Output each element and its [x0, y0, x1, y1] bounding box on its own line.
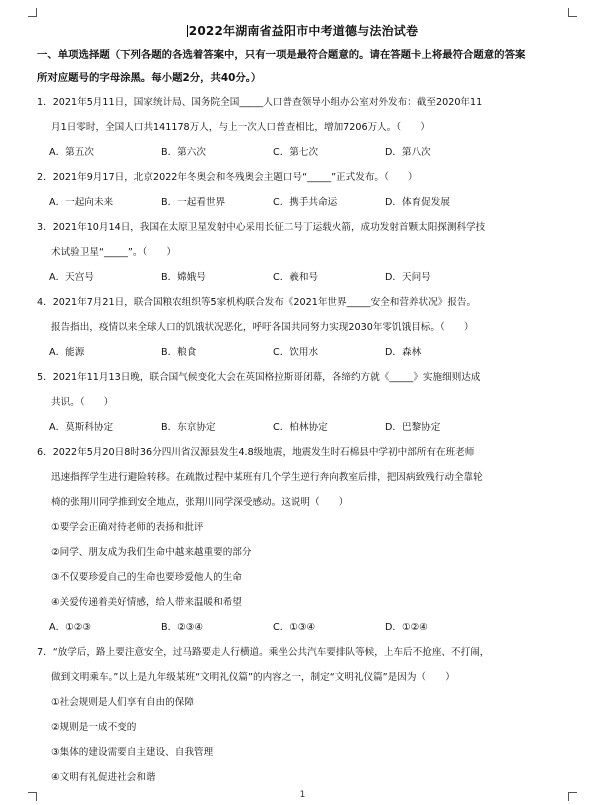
question-line: 报告指出，疫情以来全球人口的饥饿状况恶化，呼吁各国共同努力实现2030年零饥饿目标。（ ）	[51, 322, 474, 333]
section-heading-line-2: 所对应题号的字母涂黑。每小题2分，共40分。）	[37, 72, 262, 84]
question-2	[37, 165, 567, 215]
answer-option: D．第八次	[385, 147, 431, 158]
crop-mark-top-left	[28, 8, 37, 17]
question-line: 3．2021年10月14日，我国在太原卫星发射中心采用长征二号丁运载火箭，成功发射首颗太阳探测科学技	[37, 222, 486, 233]
question-line: 月1日零时，全国人口共141178万人，与上一次人口普查相比，增加7206万人。（ ）	[51, 122, 430, 133]
question-3	[37, 215, 567, 290]
answer-option: A．①②③	[49, 622, 91, 633]
question-line: 椅的张翔川同学推到安全地点，张翔川同学深受感动。这说明（ ）	[51, 497, 349, 508]
question-line: ②同学、朋友成为我们生命中越来越重要的部分	[51, 547, 252, 558]
question-line: 做到文明乘车。”以上是九年级某班“文明礼仪篇”的内容之一，制定“文明礼仪篇”是因为（ ）	[51, 672, 455, 683]
text-cursor	[187, 25, 188, 37]
answer-option: D．森林	[385, 347, 422, 358]
answer-options	[37, 415, 567, 440]
question-line: 4．2021年7月21日，联合国粮农组织等5家机构联合发布《2021年世界_____安全和营养状况》报告。	[37, 297, 477, 308]
answer-option: C．①③④	[273, 622, 316, 633]
question-line: 共识。（ ）	[51, 397, 114, 408]
question-line: 1．2021年5月11日，国家统计局、国务院全国_____人口普查领导小组办公室对外发布：截至2020年11	[37, 97, 483, 108]
answer-option: A．能源	[49, 347, 85, 358]
question-line: ④关爱传递着美好情感，给人带来温暖和希望	[51, 597, 242, 608]
answer-option: B．②③④	[161, 622, 203, 633]
document-body	[37, 44, 567, 790]
question-line: ①社会规则是人们享有自由的保障	[51, 697, 194, 708]
question-5	[37, 365, 567, 440]
question-6	[37, 440, 567, 640]
question-7	[37, 640, 567, 790]
answer-option: A．第五次	[49, 147, 94, 158]
question-list	[37, 90, 567, 790]
answer-option: C．羲和号	[273, 272, 319, 283]
answer-options	[37, 340, 567, 365]
question-line: ①要学会正确对待老师的表扬和批评	[51, 522, 204, 533]
question-1	[37, 90, 567, 165]
question-line: 迅速指挥学生进行避险转移。在疏散过程中某班有几个学生逆行奔向教室后排，把因病致残行动全靠轮	[51, 472, 483, 483]
document-title-wrap	[0, 22, 605, 39]
answer-option: C．携手共命运	[273, 197, 338, 208]
question-4	[37, 290, 567, 365]
question-line: 6．2022年5月20日8时36分四川省汉源县发生4.8级地震，地震发生时石棉县中学初中部所有在班老师	[37, 447, 475, 458]
document-title: 2022年湖南省益阳市中考道德与法治试卷	[188, 24, 419, 38]
answer-option: B．第六次	[161, 147, 206, 158]
question-line: 2．2021年9月17日，北京2022年冬奥会和冬残奥会主题口号“_____”正式发布。（ ）	[37, 172, 418, 183]
answer-option: B．东京协定	[161, 422, 216, 433]
answer-option: D．天问号	[385, 272, 431, 283]
answer-options	[37, 615, 567, 640]
question-line: ③不仅要珍爱自己的生命也要珍爱他人的生命	[51, 572, 242, 583]
crop-mark-top-right	[568, 8, 577, 17]
question-line: 7．“放学后，路上要注意安全，过马路要走人行横道。乘坐公共汽车要排队等候，上车后不抢座、不打闹，	[37, 647, 490, 658]
answer-option: A．一起向未来	[49, 197, 114, 208]
answer-option: C．柏林协定	[273, 422, 328, 433]
question-line: ④文明有礼促进社会和谐	[51, 772, 156, 783]
answer-option: B．一起看世界	[161, 197, 226, 208]
answer-option: C．第七次	[273, 147, 319, 158]
section-heading-line-1: 一、单项选择题（下列各题的各选着答案中，只有一项是最符合题意的。请在答题卡上将最符合题意的答案	[37, 49, 526, 61]
answer-option: A．天宫号	[49, 272, 94, 283]
page-number: 1	[299, 790, 306, 800]
answer-options	[37, 265, 567, 290]
answer-options	[37, 190, 567, 215]
answer-option: D．①②④	[385, 622, 428, 633]
answer-option: D．体育促发展	[385, 197, 450, 208]
answer-option: B．粮食	[161, 347, 197, 358]
question-line: 5．2021年11月13日晚，联合国气候变化大会在英国格拉斯哥闭幕，各缔约方就《_____》实施细则达成	[37, 372, 481, 383]
answer-option: A．莫斯科协定	[49, 422, 114, 433]
answer-option: B．嫦娥号	[161, 272, 206, 283]
question-line: 术试验卫星“_____”。（ ）	[51, 247, 177, 258]
answer-options	[37, 140, 567, 165]
question-line: ③集体的建设需要自主建设、自我管理	[51, 747, 214, 758]
answer-option: C．饮用水	[273, 347, 319, 358]
question-line: ②规则是一成不变的	[51, 722, 137, 733]
answer-option: D．巴黎协定	[385, 422, 441, 433]
